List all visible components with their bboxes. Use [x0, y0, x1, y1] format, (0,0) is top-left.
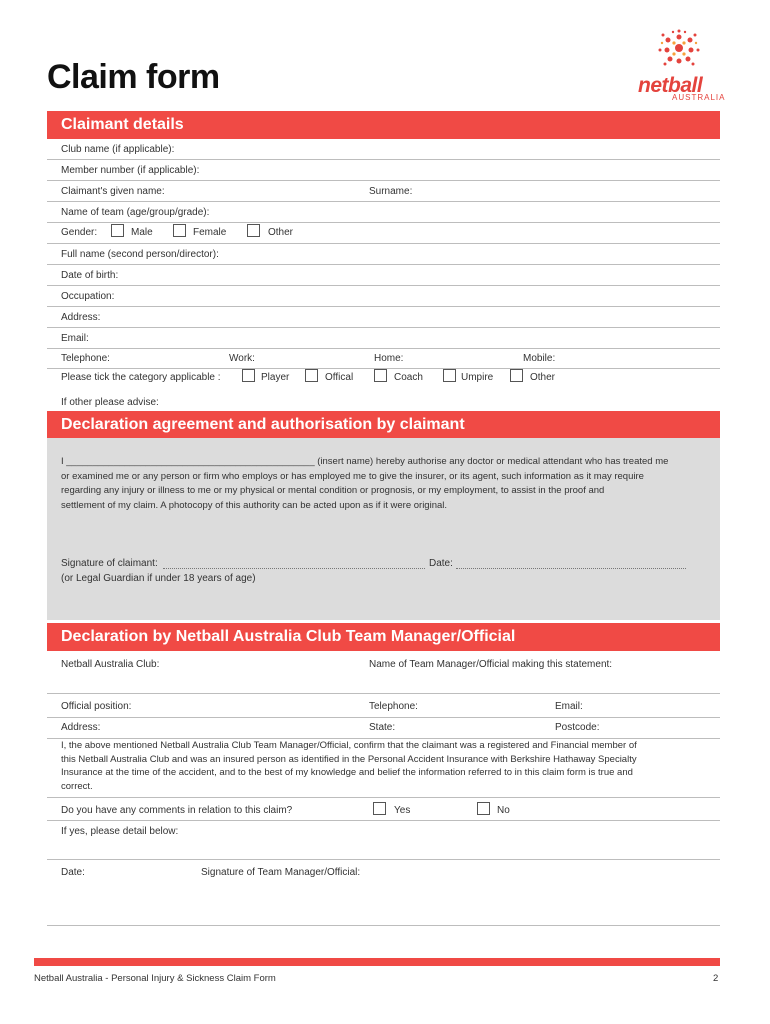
gender-male-checkbox[interactable]	[111, 224, 124, 237]
page-number: 2	[713, 973, 719, 984]
comments-divider	[47, 820, 720, 821]
label-official-state: State:	[369, 722, 396, 733]
label-category-other: Other	[530, 372, 556, 383]
label-official: Offical	[325, 372, 354, 383]
label-female: Female	[193, 227, 227, 238]
declaration-line-3: regarding any injury or illness to me or my physical or mental condition or prognosis, or my employment, to assist in the proof and	[61, 485, 605, 496]
comments-detail-line[interactable]	[47, 859, 720, 860]
row-address[interactable]	[47, 307, 720, 328]
label-address: Address:	[61, 312, 101, 323]
label-given-name: Claimant's given name:	[61, 186, 165, 197]
row-gender	[47, 223, 720, 244]
label-gender-other: Other	[268, 227, 294, 238]
label-umpire: Umpire	[461, 372, 494, 383]
category-umpire-checkbox[interactable]	[443, 369, 456, 382]
footer-title: Netball Australia - Personal Injury & Sickness Claim Form	[34, 973, 276, 984]
row-official-address[interactable]	[47, 718, 720, 739]
section-heading-official: Declaration by Netball Australia Club Team Manager/Official	[47, 623, 720, 651]
label-mobile: Mobile:	[523, 353, 556, 364]
label-coach: Coach	[394, 372, 423, 383]
row-dob[interactable]	[47, 265, 720, 286]
label-guardian: (or Legal Guardian if under 18 years of age)	[61, 573, 256, 584]
comments-yes-checkbox[interactable]	[373, 802, 386, 815]
statement-divider	[47, 797, 720, 798]
label-dob: Date of birth:	[61, 270, 119, 281]
page-title: Claim form	[47, 58, 220, 96]
label-gender: Gender:	[61, 227, 98, 238]
label-claimant-date: Date:	[429, 558, 453, 569]
label-manager-name: Name of Team Manager/Official making this statement:	[369, 659, 613, 670]
official-club-line[interactable]	[47, 693, 720, 694]
row-email[interactable]	[47, 328, 720, 349]
comments-no-checkbox[interactable]	[477, 802, 490, 815]
label-surname: Surname:	[369, 186, 413, 197]
label-official-address: Address:	[61, 722, 101, 733]
label-claimant-signature: Signature of claimant:	[61, 558, 158, 569]
row-member-number[interactable]	[47, 160, 720, 181]
label-club: Netball Australia Club:	[61, 659, 160, 670]
logo-wordmark: netball	[638, 74, 703, 97]
row-full-name-second[interactable]	[47, 244, 720, 265]
signature-line[interactable]	[47, 925, 720, 926]
label-team-name: Name of team (age/group/grade):	[61, 207, 210, 218]
label-detail-below: If yes, please detail below:	[61, 826, 179, 837]
row-club-name[interactable]	[47, 139, 720, 160]
statement-line-2: this Netball Australia Club and was an insured person as identified in the Personal Accident Insurance with Berkshire Hathaway Specialty	[61, 753, 637, 765]
row-occupation[interactable]	[47, 286, 720, 307]
label-member-number: Member number (if applicable):	[61, 165, 200, 176]
label-official-telephone: Telephone:	[369, 701, 418, 712]
declaration-line-4: settlement of my claim. A photocopy of this authority can be acted upon as if it were original.	[61, 499, 448, 511]
label-official-signature: Signature of Team Manager/Official:	[201, 867, 361, 878]
category-coach-checkbox[interactable]	[374, 369, 387, 382]
label-official-email: Email:	[555, 701, 583, 712]
official-statement	[61, 739, 716, 793]
declaration-line-1: I _______________________________________________ (insert name) hereby authorise any doctor or medical attendant who has treated me	[61, 456, 669, 467]
row-team-name[interactable]	[47, 202, 720, 223]
label-full-name-second: Full name (second person/director):	[61, 249, 219, 260]
claimant-signature-line[interactable]	[163, 568, 425, 569]
label-work: Work:	[229, 353, 255, 364]
label-official-position: Official position:	[61, 701, 132, 712]
statement-line-3: Insurance at the time of the accident, and to the best of my knowledge and belief the information referred to in this claim form is true and	[61, 767, 633, 778]
label-category: Please tick the category applicable :	[61, 372, 221, 383]
label-official-date: Date:	[61, 867, 85, 878]
label-official-postcode: Postcode:	[555, 722, 600, 733]
label-comments-question: Do you have any comments in relation to this claim?	[61, 805, 293, 816]
declaration-text	[61, 455, 716, 513]
section-heading-declaration: Declaration agreement and authorisation by claimant	[47, 411, 720, 439]
label-other-advise: If other please advise:	[61, 397, 159, 408]
declaration-line-2: or examined me or any person or firm who employs or has employed me to give the insurer, or its agent, such information as it may require	[61, 470, 644, 482]
claimant-date-line[interactable]	[456, 568, 686, 569]
row-telephone[interactable]	[47, 348, 720, 369]
category-player-checkbox[interactable]	[242, 369, 255, 382]
label-club-name: Club name (if applicable):	[61, 144, 175, 155]
label-home: Home:	[374, 353, 404, 364]
label-yes: Yes	[394, 805, 411, 816]
category-other-checkbox[interactable]	[510, 369, 523, 382]
gender-female-checkbox[interactable]	[173, 224, 186, 237]
label-male: Male	[131, 227, 153, 238]
row-official-position[interactable]	[47, 697, 720, 718]
row-names[interactable]	[47, 181, 720, 202]
label-occupation: Occupation:	[61, 291, 115, 302]
label-email: Email:	[61, 333, 89, 344]
section-heading-claimant: Claimant details	[47, 111, 720, 139]
label-player: Player	[261, 372, 290, 383]
gender-other-checkbox[interactable]	[247, 224, 260, 237]
row-category	[47, 369, 720, 390]
statement-line-1: I, the above mentioned Netball Australia Club Team Manager/Official, confirm that the claimant was a registered and Financial member of	[61, 740, 637, 751]
footer-bar	[34, 958, 720, 966]
label-no: No	[497, 805, 510, 816]
label-telephone: Telephone:	[61, 353, 110, 364]
category-official-checkbox[interactable]	[305, 369, 318, 382]
logo-subtitle: AUSTRALIA	[672, 93, 726, 102]
statement-line-4: correct.	[61, 780, 93, 792]
